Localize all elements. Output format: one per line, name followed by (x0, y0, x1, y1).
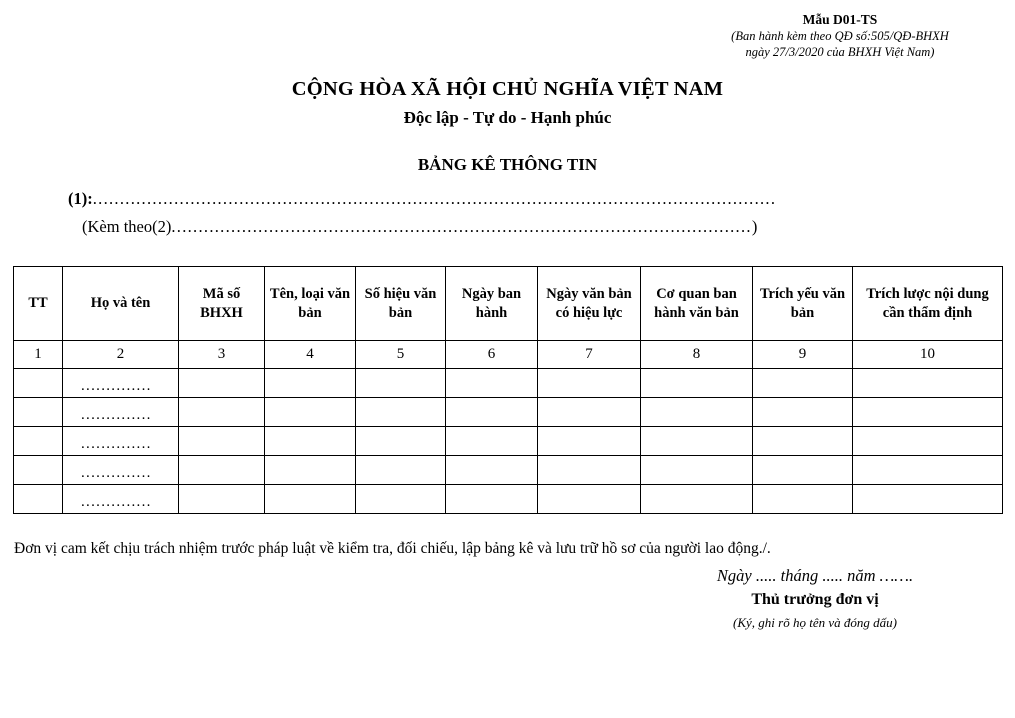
cell-issuing-agency[interactable] (641, 456, 753, 485)
cell-document-abstract[interactable] (753, 398, 853, 427)
cell-tt[interactable] (14, 427, 63, 456)
cell-issue-date[interactable] (446, 369, 538, 398)
cell-issuing-agency[interactable] (641, 398, 753, 427)
table-body (14, 369, 1003, 514)
cell-issuing-agency[interactable] (641, 485, 753, 514)
header-bhxh-code: Mã số BHXH (179, 267, 265, 341)
cell-bhxh-code[interactable] (179, 456, 265, 485)
cell-document-abstract[interactable] (753, 485, 853, 514)
form-reference-block (680, 11, 1000, 60)
header-document-abstract: Trích yếu văn bản (753, 267, 853, 341)
cell-full-name[interactable] (63, 485, 179, 514)
colnum-7: 7 (538, 341, 641, 369)
colnum-9: 9 (753, 341, 853, 369)
table-row (14, 427, 1003, 456)
cell-dots: .............. (81, 407, 152, 423)
cell-document-type[interactable] (265, 427, 356, 456)
cell-document-type[interactable] (265, 485, 356, 514)
signer-role: Thủ trưởng đơn vị (751, 591, 879, 608)
colnum-5: 5 (356, 341, 446, 369)
information-table (13, 266, 1003, 514)
colnum-8: 8 (641, 341, 753, 369)
table-header-row (14, 267, 1003, 341)
cell-document-abstract[interactable] (753, 427, 853, 456)
table-column-number-row (14, 341, 1003, 369)
national-motto: Độc lập - Tự do - Hạnh phúc (403, 108, 612, 127)
country-name: CỘNG HÒA XÃ HỘI CHỦ NGHĨA VIỆT NAM (291, 78, 724, 100)
field-two-dots[interactable]: ........................................................................................................... (171, 217, 752, 236)
cell-tt[interactable] (14, 398, 63, 427)
form-issue-line-2: ngày 27/3/2020 của BHXH Việt Nam) (745, 45, 935, 60)
cell-appraisal-content[interactable] (853, 456, 1003, 485)
cell-bhxh-code[interactable] (179, 398, 265, 427)
cell-appraisal-content[interactable] (853, 427, 1003, 456)
form-code: Mẫu D01-TS (802, 12, 878, 27)
cell-document-abstract[interactable] (753, 369, 853, 398)
colnum-3: 3 (179, 341, 265, 369)
cell-document-type[interactable] (265, 456, 356, 485)
cell-dots: .............. (81, 378, 152, 394)
information-table-wrapper (13, 266, 1002, 514)
header-issuing-agency: Cơ quan ban hành văn bản (641, 267, 753, 341)
cell-document-number[interactable] (356, 485, 446, 514)
cell-full-name[interactable] (63, 456, 179, 485)
field-two (82, 217, 942, 237)
cell-document-type[interactable] (265, 398, 356, 427)
header-effective-date: Ngày văn bản có hiệu lực (538, 267, 641, 341)
commitment-text: Đơn vị cam kết chịu trách nhiệm trước pháp luật về kiểm tra, đối chiếu, lập bảng kê và lưu trữ hồ sơ của người lao động./. (14, 540, 771, 557)
signature-block (615, 566, 1015, 631)
cell-bhxh-code[interactable] (179, 427, 265, 456)
cell-bhxh-code[interactable] (179, 369, 265, 398)
cell-issue-date[interactable] (446, 427, 538, 456)
cell-issue-date[interactable] (446, 485, 538, 514)
field-two-close-paren: ) (751, 217, 758, 236)
table-row (14, 456, 1003, 485)
header-document-number: Số hiệu văn bản (356, 267, 446, 341)
table-row (14, 369, 1003, 398)
cell-full-name[interactable] (63, 369, 179, 398)
cell-dots: .............. (81, 465, 152, 481)
header-tt: TT (14, 267, 63, 341)
cell-issue-date[interactable] (446, 456, 538, 485)
field-one-label: (1): (68, 189, 93, 208)
cell-document-abstract[interactable] (753, 456, 853, 485)
field-one (68, 189, 958, 209)
header-issue-date: Ngày ban hành (446, 267, 538, 341)
cell-issue-date[interactable] (446, 398, 538, 427)
header-full-name: Họ và tên (63, 267, 179, 341)
cell-document-number[interactable] (356, 369, 446, 398)
cell-full-name[interactable] (63, 398, 179, 427)
cell-dots: .............. (81, 494, 152, 510)
field-two-label: (Kèm theo(2) (82, 217, 172, 236)
cell-issuing-agency[interactable] (641, 369, 753, 398)
table-row (14, 398, 1003, 427)
cell-issuing-agency[interactable] (641, 427, 753, 456)
cell-effective-date[interactable] (538, 456, 641, 485)
cell-full-name[interactable] (63, 427, 179, 456)
cell-tt[interactable] (14, 369, 63, 398)
cell-document-number[interactable] (356, 427, 446, 456)
cell-effective-date[interactable] (538, 398, 641, 427)
cell-tt[interactable] (14, 485, 63, 514)
cell-dots: .............. (81, 436, 152, 452)
colnum-6: 6 (446, 341, 538, 369)
cell-document-type[interactable] (265, 369, 356, 398)
colnum-1: 1 (14, 341, 63, 369)
colnum-4: 4 (265, 341, 356, 369)
form-issue-line-1: (Ban hành kèm theo QĐ số:505/QĐ-BHXH (731, 29, 949, 44)
cell-document-number[interactable] (356, 398, 446, 427)
cell-effective-date[interactable] (538, 485, 641, 514)
table-row (14, 485, 1003, 514)
date-line[interactable]: Ngày ..... tháng ..... năm ……. (716, 566, 914, 585)
page-title: BẢNG KÊ THÔNG TIN (417, 155, 598, 174)
field-one-dots[interactable]: .............................................................................................................................. (92, 189, 777, 208)
colnum-10: 10 (853, 341, 1003, 369)
national-heading (0, 78, 1015, 128)
cell-appraisal-content[interactable] (853, 485, 1003, 514)
cell-effective-date[interactable] (538, 369, 641, 398)
header-appraisal-content: Trích lược nội dung cần thẩm định (853, 267, 1003, 341)
cell-tt[interactable] (14, 456, 63, 485)
cell-bhxh-code[interactable] (179, 485, 265, 514)
signer-note: (Ký, ghi rõ họ tên và đóng dấu) (733, 615, 897, 630)
colnum-2: 2 (63, 341, 179, 369)
cell-appraisal-content[interactable] (853, 369, 1003, 398)
cell-effective-date[interactable] (538, 427, 641, 456)
cell-appraisal-content[interactable] (853, 398, 1003, 427)
cell-document-number[interactable] (356, 456, 446, 485)
header-document-type: Tên, loại văn bản (265, 267, 356, 341)
